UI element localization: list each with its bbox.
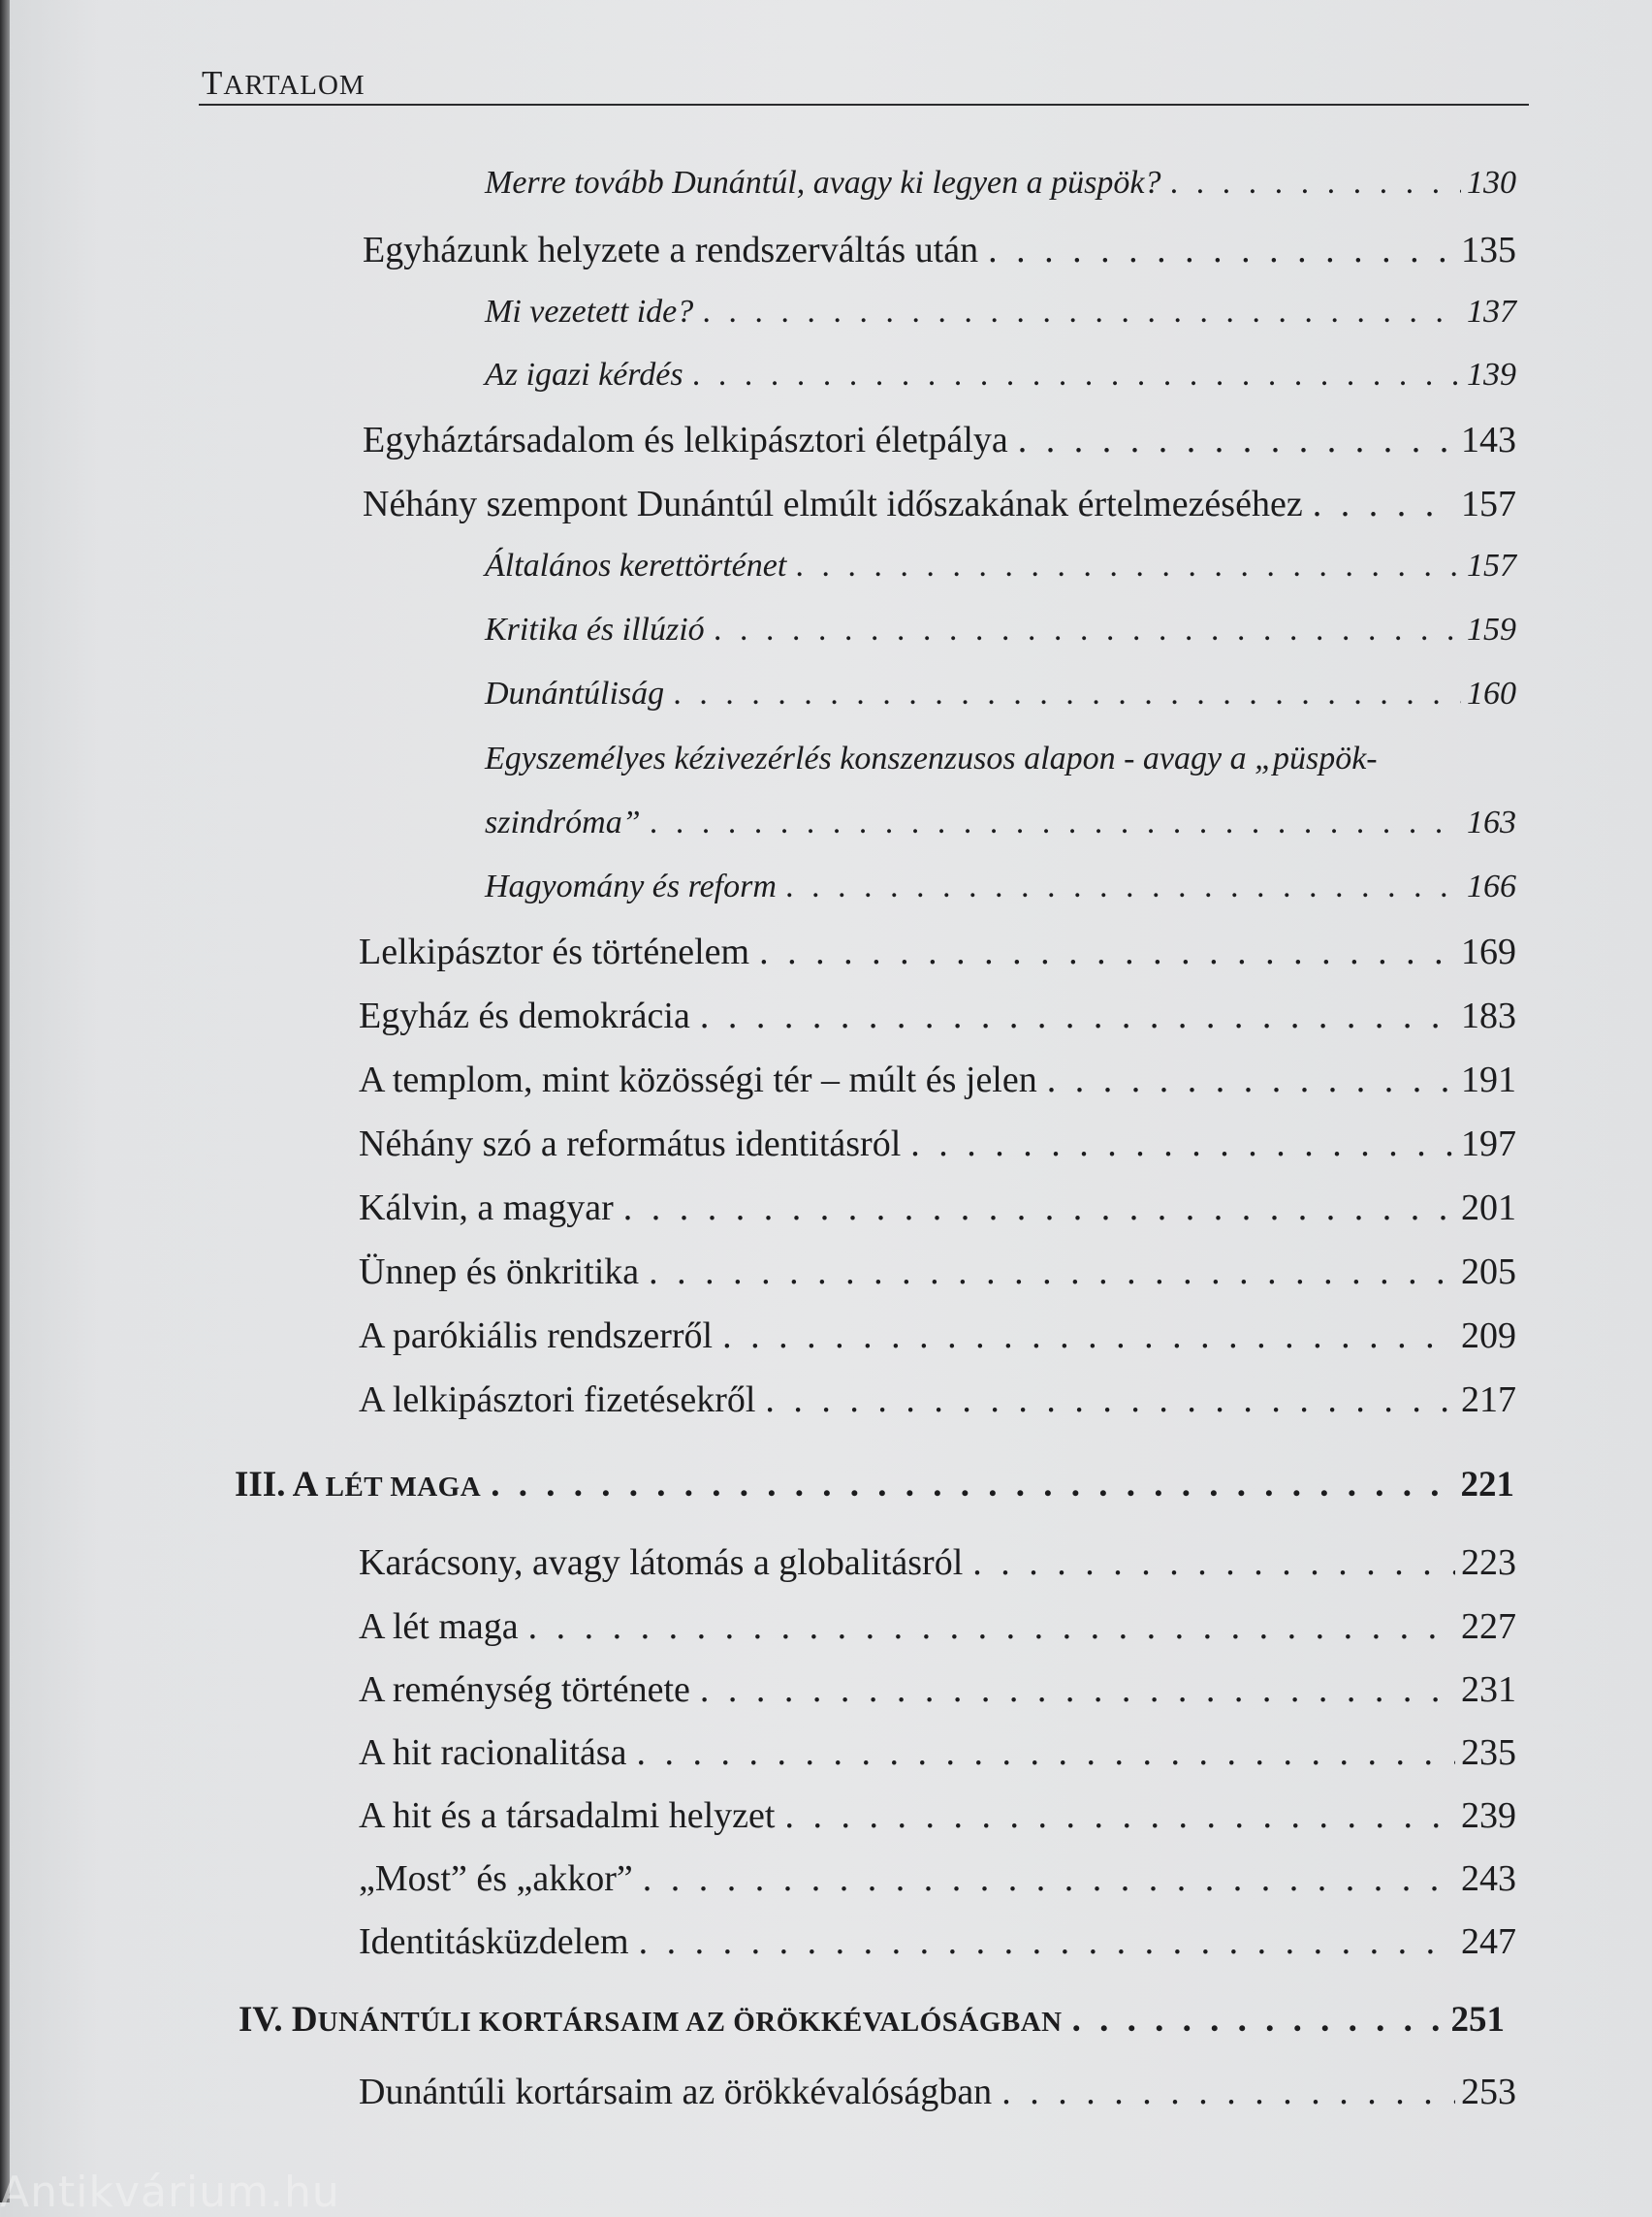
toc-entry[interactable]: Egyháztársadalom és lelkipásztori életpálya . . . 143 xyxy=(363,419,1516,461)
page-number: 201 xyxy=(1461,1188,1516,1228)
dot-leader xyxy=(649,1251,1455,1293)
dot-leader xyxy=(759,931,1455,973)
dot-leader xyxy=(639,1920,1455,1963)
toc-entry[interactable]: Dunántúliság . . . 160 xyxy=(485,676,1516,713)
page-number: 130 xyxy=(1467,165,1516,201)
page-number: 169 xyxy=(1461,932,1516,972)
toc-entry-first-line[interactable]: Egyszemélyes kézivezérlés konszenzusos alapon - avagy a „püspök- xyxy=(485,741,1378,776)
page-number: 253 xyxy=(1461,2072,1516,2112)
page-number: 227 xyxy=(1461,1606,1516,1647)
toc-entry[interactable]: Kritika és illúzió . . . 159 xyxy=(485,612,1516,649)
page-number: 221 xyxy=(1460,1465,1514,1504)
dot-leader xyxy=(796,548,1461,585)
dot-leader xyxy=(722,1314,1455,1357)
section-number: IV. xyxy=(238,2000,283,2040)
toc-entry[interactable]: Ünnep és önkritika . . . 205 xyxy=(359,1251,1516,1293)
page-number: 139 xyxy=(1467,357,1516,393)
dot-leader xyxy=(715,612,1461,649)
toc-entry[interactable]: „Most” és „akkor” . . . 243 xyxy=(359,1857,1516,1900)
toc-entry[interactable]: Merre tovább Dunántúl, avagy ki legyen a püspök? . . . 130 xyxy=(485,165,1516,202)
toc-entry[interactable]: Általános kerettörténet . . . 157 xyxy=(485,548,1516,585)
dot-leader xyxy=(700,1668,1455,1711)
page-number: 251 xyxy=(1450,2000,1505,2040)
page-number: 191 xyxy=(1461,1060,1516,1100)
toc-entry[interactable]: Egyházunk helyzete a rendszerváltás után . . . 135 xyxy=(363,229,1516,271)
dot-leader xyxy=(1018,419,1455,461)
toc-entry[interactable]: A parókiális rendszerről . . . 209 xyxy=(359,1314,1516,1357)
watermark: Antikvárium.hu xyxy=(0,2168,340,2217)
page-number: 160 xyxy=(1467,676,1516,712)
page-number: 205 xyxy=(1461,1251,1516,1292)
toc-entry[interactable]: Néhány szempont Dunántúl elmúlt időszakának értelmezéséhez . . . 157 xyxy=(363,483,1516,525)
dot-leader xyxy=(972,1541,1455,1584)
page-number: 166 xyxy=(1467,869,1516,904)
toc-entry[interactable]: Mi vezetett ide? . . . 137 xyxy=(485,294,1516,331)
dot-leader xyxy=(1001,2071,1455,2113)
section-number: III. xyxy=(235,1465,286,1504)
page-number: 223 xyxy=(1461,1542,1516,1583)
page-number: 157 xyxy=(1461,484,1516,524)
toc-entry[interactable]: Dunántúli kortársaim az örökkévalóságban . . . 253 xyxy=(359,2071,1516,2113)
toc-entry[interactable]: Egyház és demokrácia . . . 183 xyxy=(359,995,1516,1037)
dot-leader xyxy=(784,1794,1455,1837)
page-number: 243 xyxy=(1461,1858,1516,1899)
toc-entry[interactable]: A templom, mint közösségi tér – múlt és jelen . . . 191 xyxy=(359,1059,1516,1101)
dot-leader xyxy=(1313,483,1455,525)
page-number: 183 xyxy=(1461,996,1516,1036)
page-number: 135 xyxy=(1461,230,1516,270)
dot-leader xyxy=(674,676,1461,713)
dot-leader xyxy=(643,1857,1455,1900)
header-rule xyxy=(199,104,1529,106)
page-number: 239 xyxy=(1461,1795,1516,1836)
toc-section-heading[interactable]: III. A LÉT MAGA . . . 221 xyxy=(235,1464,1514,1505)
toc-entry[interactable]: Kálvin, a magyar . . . 201 xyxy=(359,1187,1516,1229)
dot-leader xyxy=(765,1378,1455,1421)
page-number: 231 xyxy=(1461,1669,1516,1710)
toc-entry[interactable]: szindróma” . . . 163 xyxy=(485,805,1516,841)
toc-entry[interactable]: A lelkipásztori fizetésekről . . . 217 xyxy=(359,1378,1516,1421)
dot-leader xyxy=(636,1731,1455,1774)
toc-entry[interactable]: Hagyomány és reform . . . 166 xyxy=(485,869,1516,905)
page-number: 235 xyxy=(1461,1732,1516,1773)
dot-leader xyxy=(703,294,1461,331)
page-number: 157 xyxy=(1467,548,1516,584)
dot-leader xyxy=(491,1464,1454,1505)
dot-leader xyxy=(786,869,1461,905)
dot-leader xyxy=(1072,1999,1446,2041)
toc-entry[interactable]: Az igazi kérdés . . . 139 xyxy=(485,357,1516,394)
toc-entry[interactable]: A reménység története . . . 231 xyxy=(359,1668,1516,1711)
toc-entry[interactable]: A hit racionalitása . . . 235 xyxy=(359,1731,1516,1774)
page-number: 247 xyxy=(1461,1921,1516,1962)
dot-leader xyxy=(910,1123,1455,1165)
page-number: 209 xyxy=(1461,1315,1516,1356)
page-number: 163 xyxy=(1467,805,1516,840)
dot-leader xyxy=(1170,165,1461,202)
page-number: 143 xyxy=(1461,420,1516,460)
dot-leader xyxy=(1047,1059,1455,1101)
toc-entry[interactable]: A hit és a társadalmi helyzet . . . 239 xyxy=(359,1794,1516,1837)
page-number: 217 xyxy=(1461,1379,1516,1420)
dot-leader xyxy=(988,229,1455,271)
toc-entry[interactable]: Néhány szó a református identitásról . . . 197 xyxy=(359,1123,1516,1165)
running-header: TARTALOM xyxy=(202,64,365,102)
dot-leader xyxy=(651,805,1461,841)
toc-entry[interactable]: Karácsony, avagy látomás a globalitásról . . . 223 xyxy=(359,1541,1516,1584)
toc-entry[interactable]: Identitásküzdelem . . . 247 xyxy=(359,1920,1516,1963)
page-number: 197 xyxy=(1461,1124,1516,1164)
page-number: 159 xyxy=(1467,612,1516,648)
toc-section-heading[interactable]: IV. DUNÁNTÚLI KORTÁRSAIM AZ ÖRÖKKÉVALÓSÁGBAN . . . 251 xyxy=(238,1999,1505,2041)
dot-leader xyxy=(623,1187,1455,1229)
toc-entry[interactable]: A lét maga . . . 227 xyxy=(359,1605,1516,1648)
dot-leader xyxy=(528,1605,1455,1648)
page-number: 137 xyxy=(1467,294,1516,330)
dot-leader xyxy=(693,357,1461,394)
toc-entry[interactable]: Lelkipásztor és történelem . . . 169 xyxy=(359,931,1516,973)
page-spine-shadow xyxy=(0,0,10,2202)
dot-leader xyxy=(700,995,1455,1037)
